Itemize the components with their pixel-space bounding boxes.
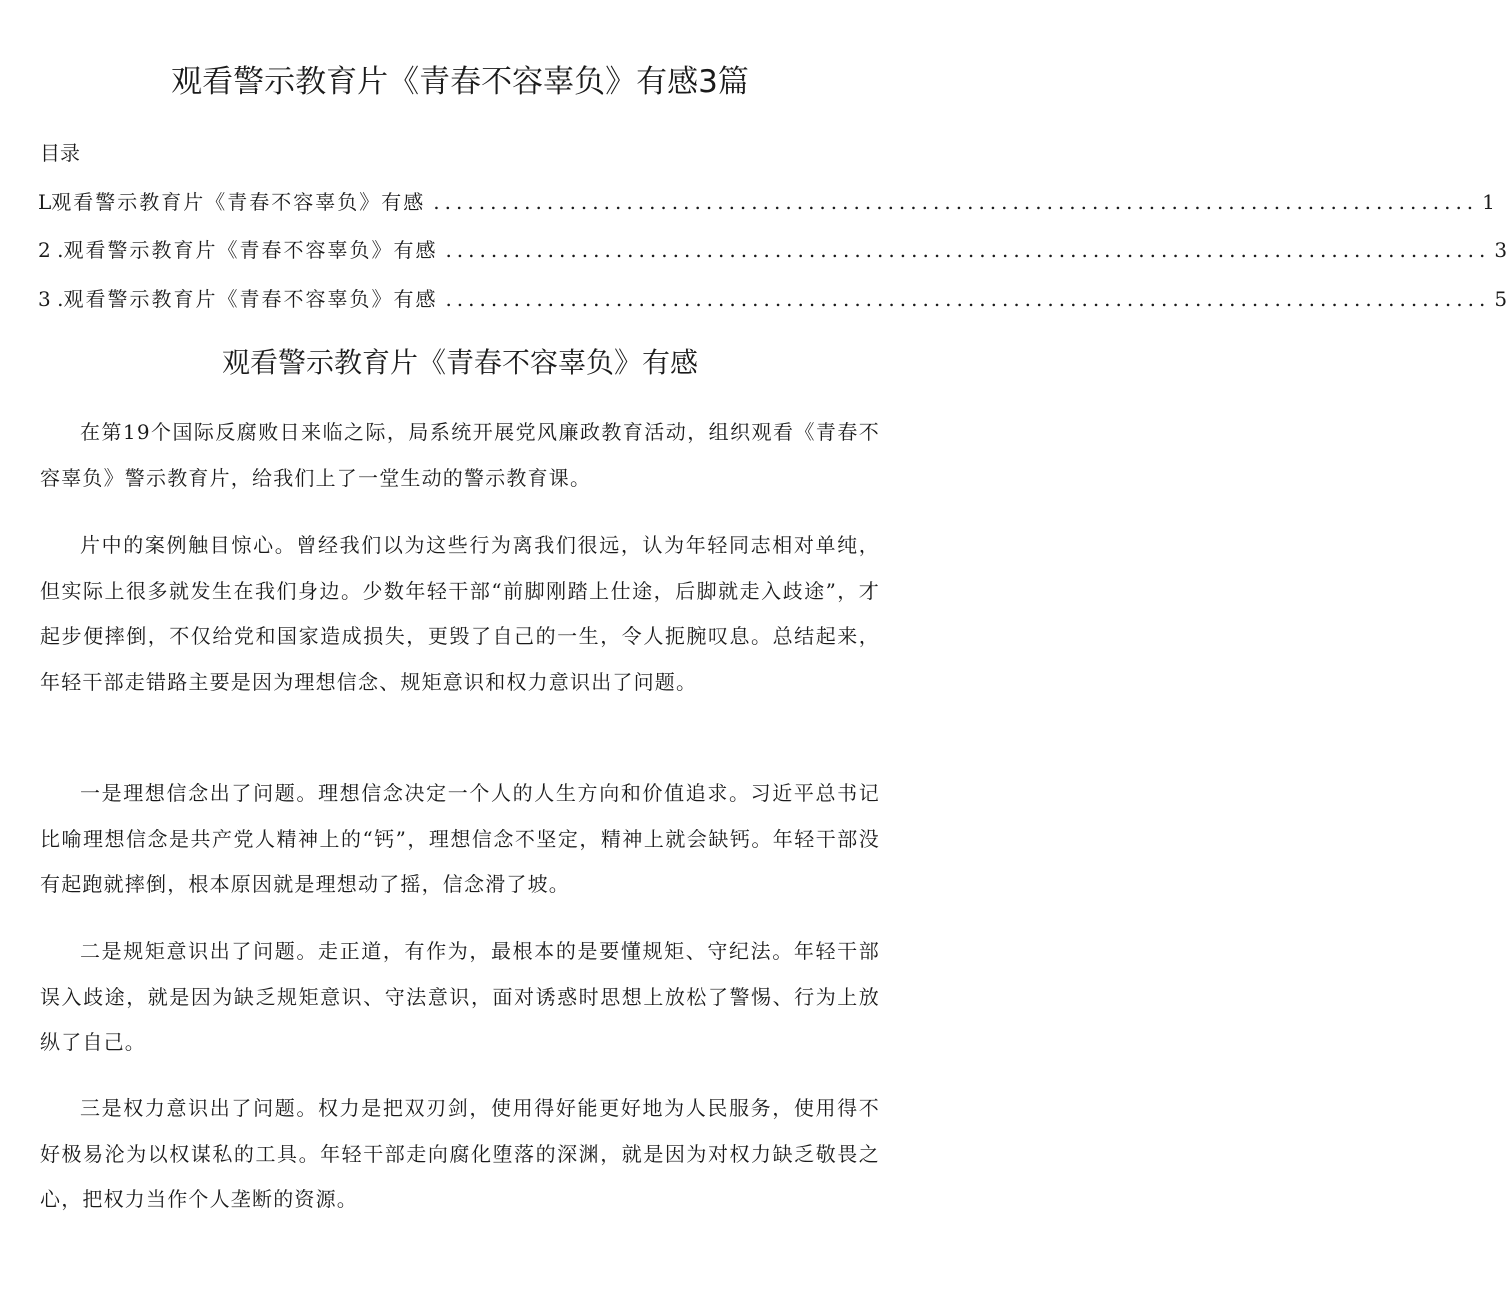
toc-item-number: L [38,190,52,214]
toc-item-number: 3 . [38,287,64,311]
body-paragraph-2: 片中的案例触目惊心。曾经我们以为这些行为离我们很远，认为年轻同志相对单纯，但实际上很多就发生在我们身边。少数年轻干部“前脚刚踏上仕途，后脚就走入歧途”，才起步便摔倒，不仅给党和国家造成损失，更毁了自己的一生，令人扼腕叹息。总结起来，年轻干部走错路主要是因为理想信念、规矩意识和权力意识出了问题。 [40,533,880,694]
toc-item-page: 5 [1494,287,1507,311]
body-paragraph-5: 三是权力意识出了问题。权力是把双刃剑，使用得好能更好地为人民服务，使用得不好极易沦为以权谋私的工具。年轻干部走向腐化堕落的深渊，就是因为对权力缺乏敬畏之心，把权力当作个人垄断的资源。 [40,1096,880,1212]
toc-item-number: 2 . [38,238,64,262]
document-title: 观看警示教育片《青春不容辜负》有感3篇 [171,64,749,100]
body-paragraph-3: 一是理想信念出了问题。理想信念决定一个人的人生方向和价值追求。习近平总书记比喻理想信念是共产党人精神上的“钙”，理想信念不坚定，精神上就会缺钙。年轻干部没有起跑就摔倒，根本原因就是理想动了摇，信念滑了坡。 [40,781,880,897]
toc-item-text: 观看警示教育片《青春不容辜负》有感 [63,287,438,311]
toc-item-text: 观看警示教育片《青春不容辜负》有感 [63,238,438,262]
toc-leader-dots: ............................................................................................ [445,238,1491,262]
toc-item-1[interactable] [38,186,1495,218]
toc-leader-dots: ............................................................................................ [433,190,1479,214]
toc-item-page: 1 [1482,190,1495,214]
toc-item-2[interactable] [38,234,1507,266]
body-paragraph-4: 二是规矩意识出了问题。走正道，有作为，最根本的是要懂规矩、守纪法。年轻干部误入歧途，就是因为缺乏规矩意识、守法意识，面对诱惑时思想上放松了警惕、行为上放纵了自己。 [40,939,880,1055]
toc-heading: 目录 [40,141,80,165]
toc-item-page: 3 [1494,238,1507,262]
toc-item-3[interactable] [38,283,1507,315]
toc-leader-dots: ............................................................................................ [445,287,1491,311]
toc-item-text: 观看警示教育片《青春不容辜负》有感 [51,190,426,214]
section-title: 观看警示教育片《青春不容辜负》有感 [221,346,698,379]
body-paragraph-1: 在第19个国际反腐败日来临之际，局系统开展党风廉政教育活动，组织观看《青春不容辜负》警示教育片，给我们上了一堂生动的警示教育课。 [40,420,880,490]
